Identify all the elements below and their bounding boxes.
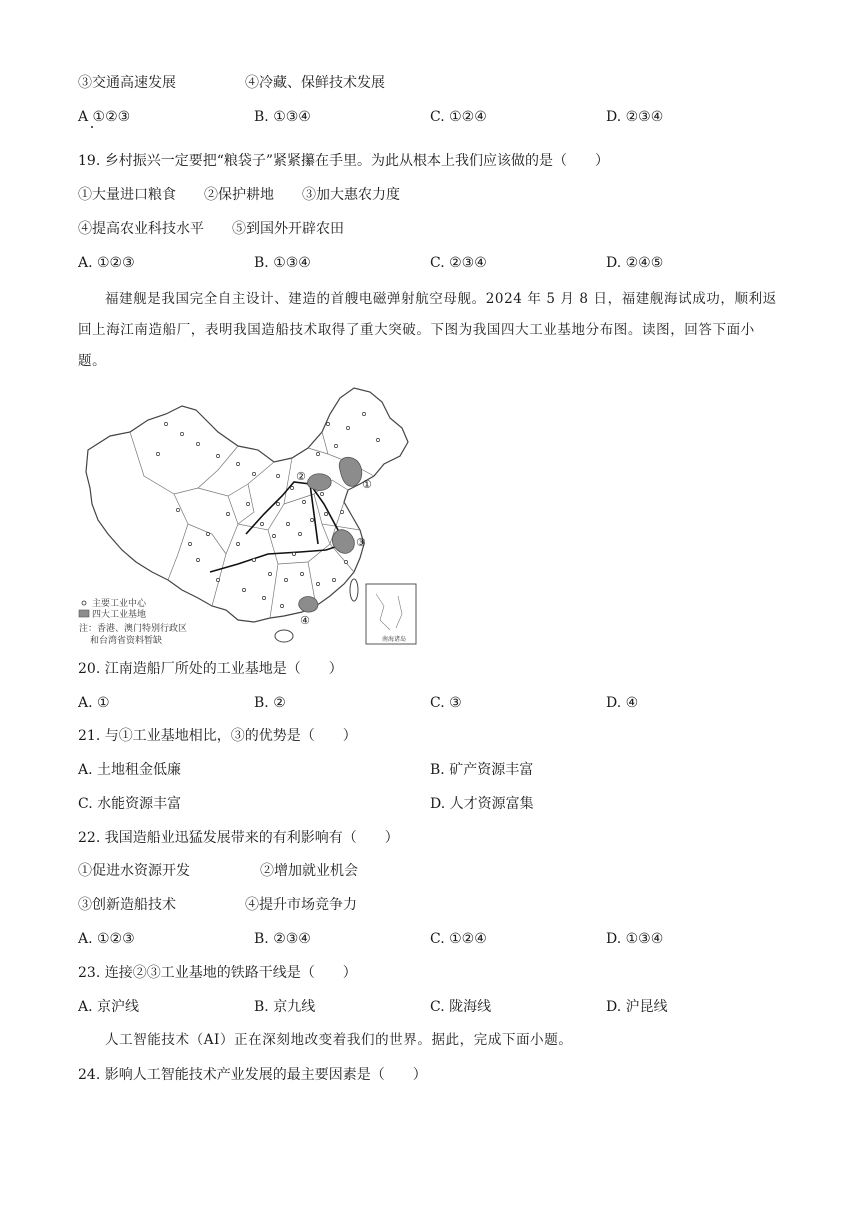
q24-stem: 24. 影响人工智能技术产业发展的最主要因素是（ ） [78, 1067, 427, 1083]
q20-option-d: D. ④ [606, 695, 639, 711]
base-4-area [299, 597, 318, 612]
industrial-center-dot [286, 522, 289, 525]
q23-option-d: D. 沪昆线 [606, 999, 668, 1015]
map-note-line-2: 和台湾省资料暂缺 [90, 636, 163, 646]
q23-option-b: B. 京九线 [254, 999, 316, 1015]
q21-option-a: A. 土地租金低廉 [78, 762, 182, 778]
q18-option-a: A ①②③ [78, 109, 131, 125]
industrial-center-dot [326, 422, 329, 425]
q19-option-a: A. ①②③ [78, 255, 135, 271]
q22-choice-3: ③创新造船技术 [78, 897, 176, 913]
industrial-center-dot [196, 558, 199, 561]
q22-option-d: D. ①③④ [606, 931, 664, 947]
q18-item-4: ④冷藏、保鲜技术发展 [245, 75, 385, 91]
taiwan-island [350, 579, 358, 601]
industrial-center-dot [316, 452, 319, 455]
base-label-4: ④ [300, 614, 310, 627]
industrial-center-dot [334, 444, 337, 447]
industrial-center-dot [284, 578, 287, 581]
q19-stem: 19. 乡村振兴一定要把“粮袋子”紧紧攥在手里。为此从根本上我们应该做的是（ ） [78, 153, 610, 169]
q21-stem: 21. 与①工业基地相比，③的优势是（ ） [78, 728, 357, 744]
q20-option-c: C. ③ [430, 695, 462, 711]
base-label-3: ③ [356, 536, 366, 549]
industrial-center-dot [260, 522, 263, 525]
q22-option-c: C. ①②④ [430, 931, 487, 947]
q18-item-3: ③交通高速发展 [78, 75, 176, 91]
industrial-center-dot [292, 552, 295, 555]
industrial-center-dot [344, 560, 347, 563]
industrial-center-dot [316, 582, 319, 585]
q22-choice-2: ②增加就业机会 [260, 863, 358, 879]
industrial-center-dot [156, 452, 159, 455]
q20-stem: 20. 江南造船厂所处的工业基地是（ ） [78, 661, 343, 677]
q22-stem: 22. 我国造船业迅猛发展带来的有利影响有（ ） [78, 830, 399, 846]
q21-option-b: B. 矿产资源丰富 [430, 762, 534, 778]
q20-option-a: A. ① [78, 695, 110, 711]
industrial-center-dot [300, 572, 303, 575]
stray-dot [91, 126, 93, 128]
industrial-center-dot [340, 510, 343, 513]
q19-option-b: B. ①③④ [254, 255, 311, 271]
q19-choices-row-2: ④提高农业科技水平 ⑤到国外开辟农田 [78, 221, 344, 237]
intro-paragraph-ai: 人工智能技术（AI）正在深刻地改变着我们的世界。据此，完成下面小题。 [105, 1032, 573, 1048]
q20-option-b: B. ② [254, 695, 286, 711]
intro-paragraph-fujian: 福建舰是我国完全自主设计、建造的首艘电磁弹射航空母舰。2024 年 5 月 8 日，福建舰海试成功，顺利返回上海江南造船厂，表明我国造船技术取得了重大突破。下图为我国四大工业基地分布图。读图，回答下面小题。 [78, 291, 777, 369]
industrial-center-dot [252, 472, 255, 475]
q19-choices-row-1: ①大量进口粮食 ②保护耕地 ③加大惠农力度 [78, 187, 400, 203]
industrial-center-dot [298, 532, 301, 535]
industrial-center-dot [196, 442, 199, 445]
hainan-island [275, 630, 293, 642]
q22-option-a: A. ①②③ [78, 931, 135, 947]
industrial-center-dot [290, 486, 293, 489]
map-note-line-1: 注：香港、澳门特别行政区 [79, 624, 188, 634]
q18-option-b: B. ①③④ [254, 109, 311, 125]
industrial-center-dot [324, 512, 327, 515]
industrial-center-dot [236, 462, 239, 465]
industrial-center-dot [216, 454, 219, 457]
q19-option-d: D. ②④⑤ [606, 255, 664, 271]
q21-option-d: D. 人才资源富集 [430, 796, 534, 812]
q22-choice-4: ④提升市场竞争力 [245, 897, 357, 913]
industrial-center-dot [176, 508, 179, 511]
industrial-center-dot [216, 578, 219, 581]
industrial-center-dot [242, 588, 245, 591]
base-2-area [307, 474, 331, 491]
inset-label: 南海诸岛 [382, 636, 407, 643]
industrial-center-dot [226, 512, 229, 515]
china-industrial-bases-map [78, 384, 430, 648]
q23-option-a: A. 京沪线 [78, 999, 140, 1015]
q19-option-c: C. ②③④ [430, 255, 487, 271]
industrial-center-dot [302, 500, 305, 503]
q21-option-c: C. 水能资源丰富 [78, 796, 182, 812]
legend-industrial-centers: 主要工业中心 [92, 599, 147, 609]
industrial-center-dot [280, 604, 283, 607]
q22-choice-1: ①促进水资源开发 [78, 863, 190, 879]
industrial-center-dot [276, 502, 279, 505]
industrial-center-dot [268, 572, 271, 575]
industrial-center-dot [246, 502, 249, 505]
industrial-center-dot [164, 422, 167, 425]
q18-option-d: D. ②③④ [606, 109, 664, 125]
base-label-2: ② [296, 470, 306, 483]
industrial-center-dot [376, 438, 379, 441]
industrial-center-dot [332, 578, 335, 581]
q18-option-c: C. ①②④ [430, 109, 487, 125]
industrial-center-dot [276, 474, 279, 477]
industrial-center-dot [320, 492, 323, 495]
legend-industrial-bases: 四大工业基地 [92, 610, 147, 620]
industrial-center-dot [206, 532, 209, 535]
industrial-center-dot [252, 558, 255, 561]
industrial-center-dot [310, 518, 313, 521]
south-china-sea-inset [366, 584, 416, 644]
industrial-center-dot [362, 412, 365, 415]
industrial-center-dot [236, 542, 239, 545]
q22-option-b: B. ②③④ [254, 931, 311, 947]
industrial-center-dot [188, 542, 191, 545]
industrial-center-dot [272, 534, 275, 537]
base-label-1: ① [362, 478, 372, 491]
q23-option-c: C. 陇海线 [430, 999, 492, 1015]
industrial-center-dot [346, 426, 349, 429]
industrial-center-dot [180, 432, 183, 435]
legend-dot-icon [82, 601, 86, 605]
q23-stem: 23. 连接②③工业基地的铁路干线是（ ） [78, 965, 357, 981]
legend-base-swatch [79, 610, 89, 617]
industrial-center-dot [262, 596, 265, 599]
